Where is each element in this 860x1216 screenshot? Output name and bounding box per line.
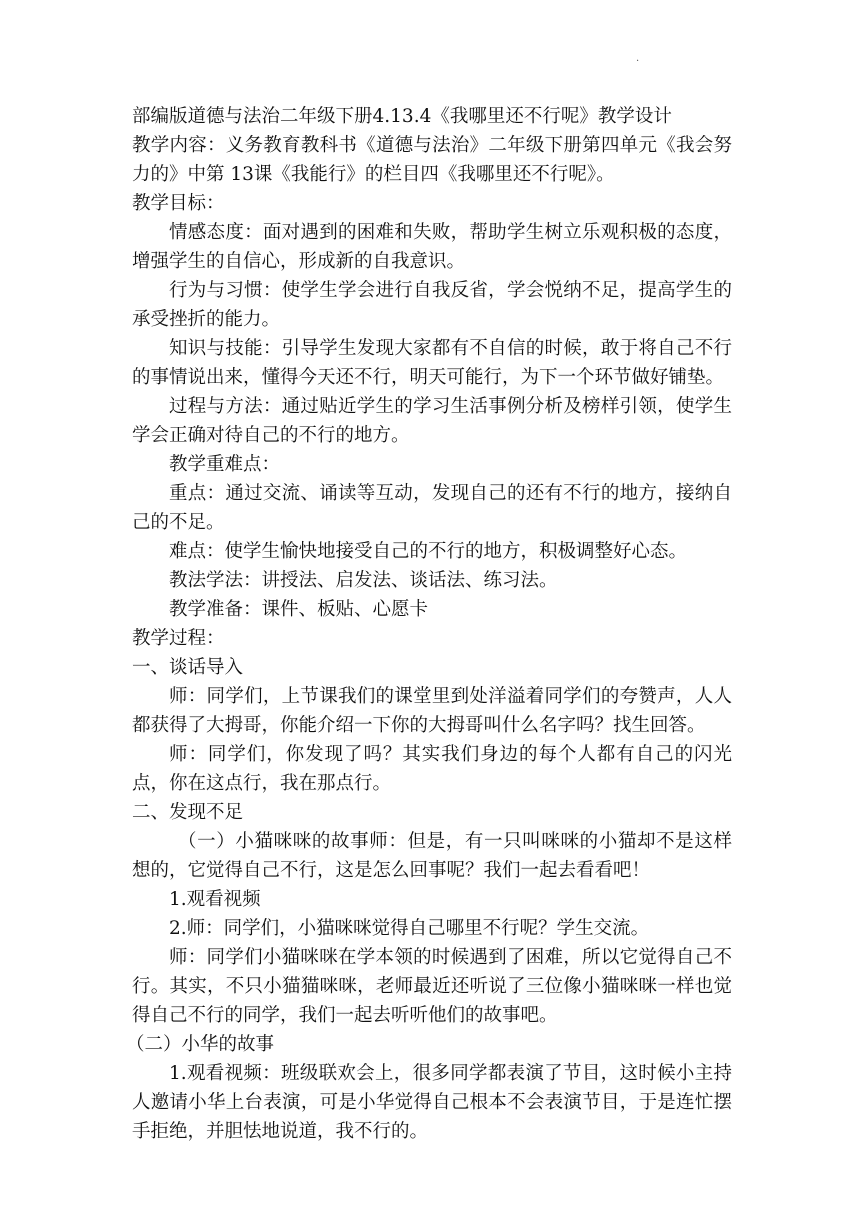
- objective-behavior: 行为与习惯：使学生学会进行自我反省，学会悦纳不足，提高学生的承受挫折的能力。: [132, 280, 732, 330]
- step-1: 1.观看视频: [169, 889, 261, 910]
- objective-process: 过程与方法：通过贴近学生的学习生活事例分析及榜样引领，使学生学会正确对待自己的不行的地方。: [132, 396, 732, 446]
- objective-knowledge: 知识与技能：引导学生发现大家都有不自信的时候，敢于将自己不行的事情说出来，懂得今天还不行，明天可能行，为下一个环节做好铺垫。: [132, 338, 732, 388]
- objectives-heading: 教学目标：: [132, 193, 225, 214]
- document-title: 部编版道德与法治二年级下册4.13.4《我哪里还不行呢》教学设计: [132, 106, 672, 127]
- teaching-preparation: 教学准备：课件、板贴、心愿卡: [169, 599, 429, 620]
- section-1-paragraph-1: 师：同学们，上节课我们的课堂里到处洋溢着同学们的夸赞声，人人都获得了大拇哥，你能介绍一下你的大拇哥叫什么名字吗？找生回答。: [132, 686, 732, 736]
- key-points-heading: 教学重难点：: [169, 454, 281, 475]
- page-mark: .: [636, 53, 640, 64]
- document-body: [126, 102, 732, 1146]
- objective-emotion: 情感态度：面对遇到的困难和失败，帮助学生树立乐观积极的态度，增强学生的自信心，形成新的自我意识。: [132, 222, 732, 272]
- key-point: 重点：通过交流、诵读等互动，发现自己的还有不行的地方，接纳自己的不足。: [132, 483, 732, 533]
- section-1-paragraph-2: 师：同学们，你发现了吗？其实我们身边的每个人都有自己的闪光点，你在这点行，我在那点行。: [132, 744, 732, 794]
- process-heading: 教学过程：: [132, 628, 225, 649]
- step-2: 2.师：同学们，小猫咪咪觉得自己哪里不行呢？学生交流。: [169, 918, 650, 939]
- section-2-heading: 二、发现不足: [132, 802, 244, 823]
- subsection-1: （一）小猫咪咪的故事师：但是，有一只叫咪咪的小猫却不是这样想的，它觉得自己不行，这是怎么回事呢？我们一起去看看吧！: [132, 831, 732, 881]
- section-1-heading: 一、谈话导入: [132, 657, 244, 678]
- subsection-2-heading: （二）小华的故事: [126, 1034, 275, 1055]
- teaching-content: 教学内容：义务教育教科书《道德与法治》二年级下册第四单元《我会努力的》中第 13课《我能行》的栏目四《我哪里还不行呢》。: [132, 135, 732, 185]
- teacher-note: 师：同学们小猫咪咪在学本领的时候遇到了困难，所以它觉得自己不行。其实，不只小猫猫咪咪，老师最近还听说了三位像小猫咪咪一样也觉得自己不行的同学，我们一起去听听他们的故事吧。: [132, 947, 732, 1026]
- difficult-point: 难点：使学生愉快地接受自己的不行的地方，积极调整好心态。: [169, 541, 688, 562]
- subsection-2-step-1: 1.观看视频：班级联欢会上，很多同学都表演了节目，这时候小主持人邀请小华上台表演，可是小华觉得自己根本不会表演节目，于是连忙摆手拒绝，并胆怯地说道，我不行的。: [132, 1063, 732, 1142]
- teaching-methods: 教法学法：讲授法、启发法、谈话法、练习法。: [169, 570, 558, 591]
